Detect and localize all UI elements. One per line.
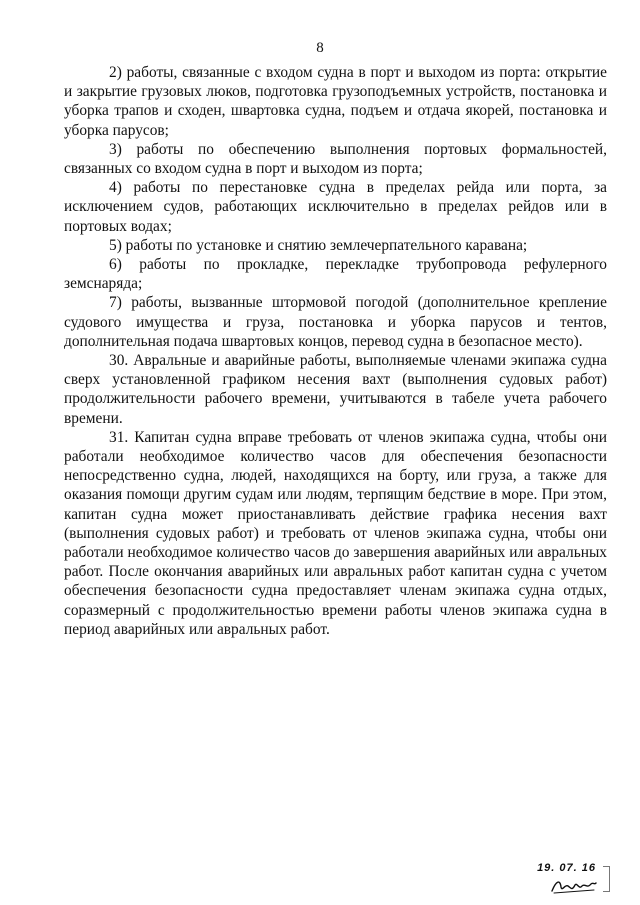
stamp-bracket bbox=[603, 866, 610, 892]
paragraph-item-4: 4) работы по перестановке судна в пределах рейда или порта, за исключением судов, работающих исключительно в пределах рейдов или в портовых водах; bbox=[64, 179, 607, 235]
document-body bbox=[64, 63, 607, 639]
page-number: 8 bbox=[316, 40, 324, 56]
stamp-date: 19. 07. 16 bbox=[537, 862, 596, 874]
paragraph-item-6: 6) работы по прокладке, перекладке трубопровода рефулерного земснаряда; bbox=[64, 256, 607, 293]
paragraph-clause-31: 31. Капитан судна вправе требовать от членов экипажа судна, чтобы они работали необходимое количество часов для обеспечения безопасности непосредственно судна, людей, находящихся на борту, или груза, а также для оказания помощи другим судам или людям, терпящим бедствие в море. При этом, капитан судна может приостанавливать действие графика несения вахт (выполнения судовых работ) и требовать от членов экипажа судна, чтобы они работали необходимое количество часов до завершения аварийных или авральных работ. После окончания аварийных или авральных работ капитан судна с учетом обеспечения безопасности судна предоставляет членам экипажа судна отдых, соразмерный с продолжительностью времени работы членов экипажа судна в период аварийных или авральных работ. bbox=[64, 428, 607, 638]
approval-stamp bbox=[492, 862, 602, 898]
paragraph-item-7: 7) работы, вызванные штормовой погодой (дополнительное крепление судового имущества и груза, постановка и уборка парусов и тентов, дополнительная подача швартовых концов, перевод судна в безопасное место). bbox=[64, 294, 607, 350]
paragraph-item-2: 2) работы, связанные с входом судна в порт и выходом из порта: открытие и закрытие грузовых люков, подготовка грузоподъемных устройств, постановка и уборка трапов и сходен, швартовка судна, подъем и отдача якорей, постановка и уборка парусов; bbox=[64, 64, 607, 139]
paragraph-item-3: 3) работы по обеспечению выполнения портовых формальностей, связанных со входом судна в порт и выходом из порта; bbox=[64, 140, 607, 178]
handwritten-signature bbox=[550, 875, 598, 895]
paragraph-clause-30: 30. Авральные и аварийные работы, выполняемые членами экипажа судна сверх установленной графиком несения вахт (выполнения судовых работ) продолжительности рабочего времени, учитываются в табеле учета рабочего времени. bbox=[64, 352, 607, 427]
paragraph-item-5: 5) работы по установке и снятию землечерпательного каравана; bbox=[109, 236, 528, 254]
